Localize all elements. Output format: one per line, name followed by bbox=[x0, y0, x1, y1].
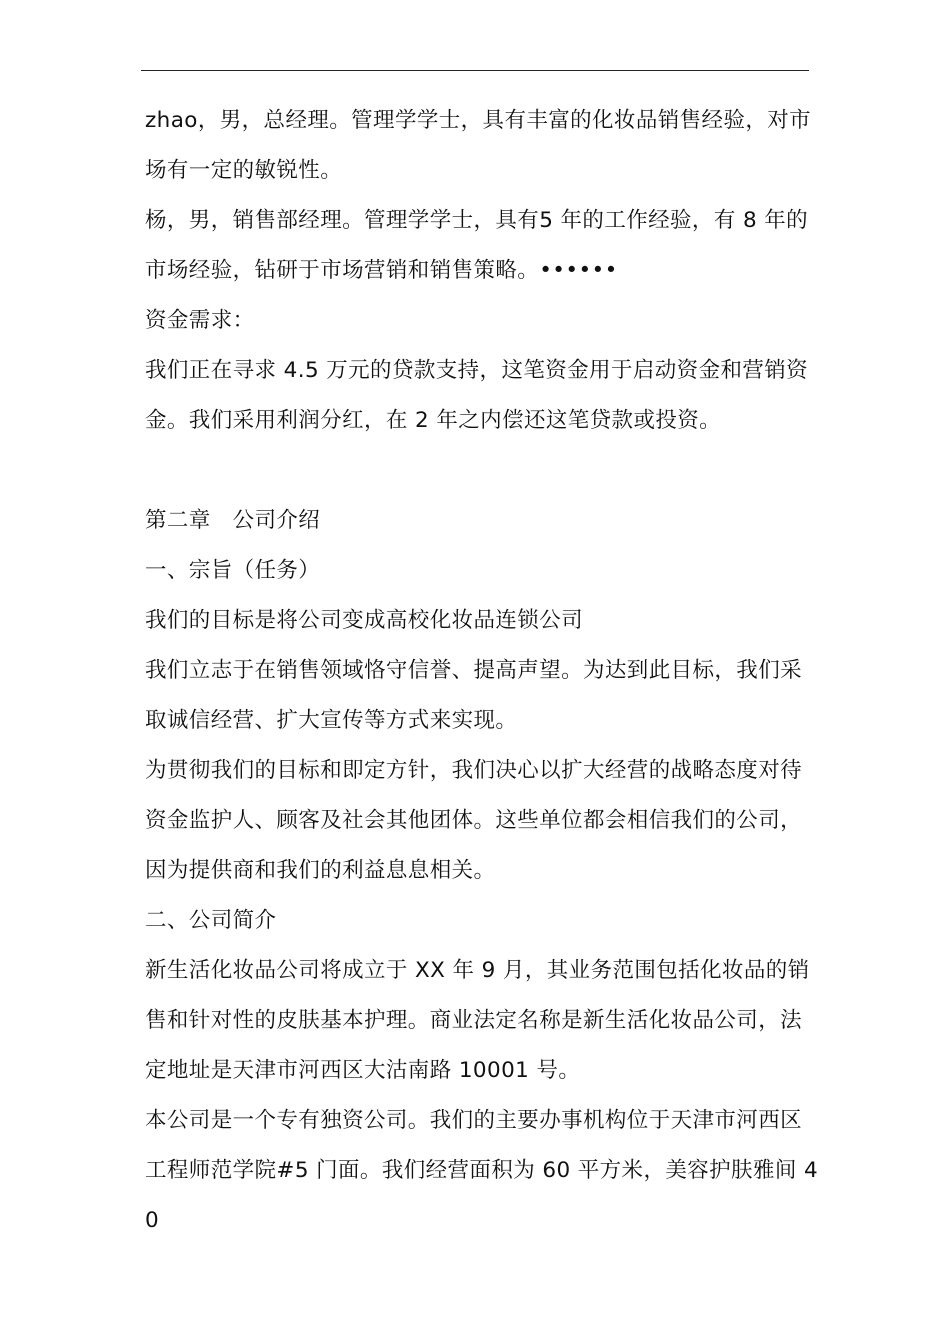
paragraph-spacer bbox=[145, 446, 820, 496]
paragraph-goal: 我们的目标是将公司变成高校化妆品连锁公司 bbox=[145, 608, 584, 633]
paragraph-zhao-profile: zhao，男，总经理。管理学学士，具有丰富的化妆品销售经验，对市场有一定的敏锐性。 bbox=[145, 108, 812, 183]
paragraph-funding-detail: 我们正在寻求 4.5 万元的贷款支持，这笔资金用于启动资金和营销资金。我们采用利润分红，在 2 年之内偿还这笔贷款或投资。 bbox=[145, 358, 809, 433]
paragraph-company-founding: 新生活化妆品公司将成立于 XX 年 9 月，其业务范围包括化妆品的销售和针对性的皮肤基本护理。商业法定名称是新生活化妆品公司，法定地址是天津市河西区大沽南路 10001 号。 bbox=[145, 958, 810, 1083]
section-heading-profile: 二、公司简介 bbox=[145, 908, 277, 933]
paragraph-yang-profile: 杨，男，销售部经理。管理学学士，具有5 年的工作经验，有 8 年的市场经验，钻研于市场营销和销售策略。•••••• bbox=[145, 208, 809, 283]
document-body bbox=[145, 96, 820, 1246]
header-rule bbox=[141, 70, 809, 71]
chapter-title: 第二章 公司介绍 bbox=[145, 508, 321, 533]
paragraph-funding-heading: 资金需求： bbox=[145, 308, 255, 333]
paragraph-company-office: 本公司是一个专有独资公司。我们的主要办事机构位于天津市河西区工程师范学院#5 门面。我们经营面积为 60 平方米，美容护肤雅间 40 bbox=[145, 1108, 819, 1233]
paragraph-reputation: 我们立志于在销售领域恪守信誉、提高声望。为达到此目标，我们采取诚信经营、扩大宣传等方式来实现。 bbox=[145, 658, 803, 733]
paragraph-strategy: 为贯彻我们的目标和即定方针，我们决心以扩大经营的战略态度对待资金监护人、顾客及社会其他团体。这些单位都会相信我们的公司，因为提供商和我们的利益息息相关。 bbox=[145, 758, 803, 883]
section-heading-mission: 一、宗旨（任务） bbox=[145, 558, 321, 583]
